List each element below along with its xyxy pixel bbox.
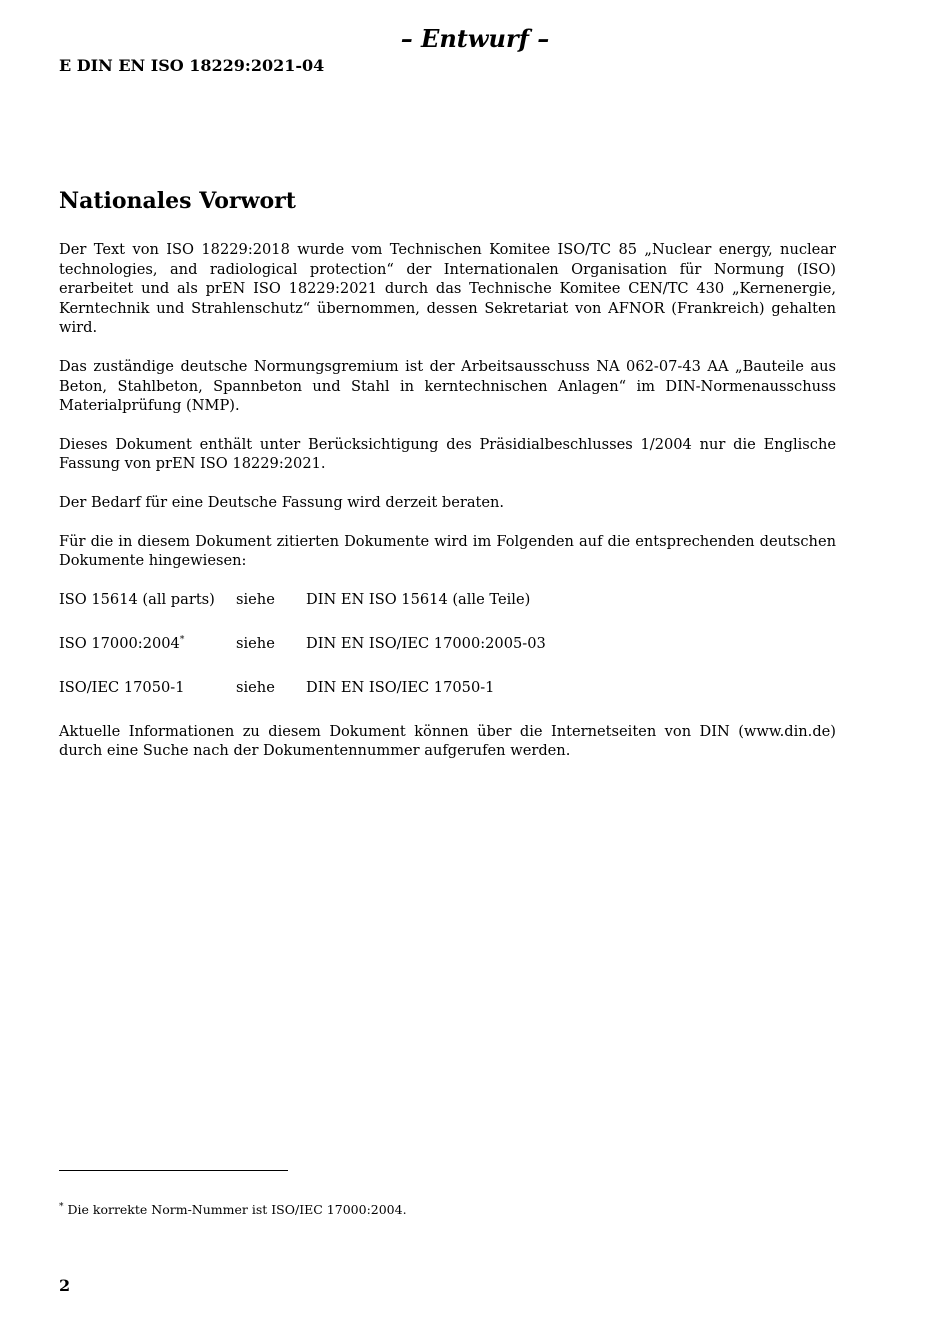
paragraph: Dieses Dokument enthält unter Berücksichtigung des Präsidialbeschlusses 1/2004 nur die Englische Fassung von prEN ISO 18229:2021. xyxy=(59,435,836,473)
closing-paragraph: Aktuelle Informationen zu diesem Dokument können über die Internetseiten von DIN (www.din.de) durch eine Suche nach der Dokumentennummer aufgerufen werden. xyxy=(59,722,836,760)
reference-din: DIN EN ISO/IEC 17050-1 xyxy=(306,678,495,696)
reference-row xyxy=(59,634,836,678)
reference-row xyxy=(59,590,836,634)
section-body xyxy=(59,240,836,780)
paragraph: Der Bedarf für eine Deutsche Fassung wird derzeit beraten. xyxy=(59,493,505,511)
reference-din: DIN EN ISO 15614 (alle Teile) xyxy=(306,590,531,608)
reference-row xyxy=(59,678,836,706)
page-number: 2 xyxy=(59,1276,71,1295)
reference-iso: ISO 17000:2004* xyxy=(59,634,185,652)
reference-relation: siehe xyxy=(236,678,275,696)
footnote xyxy=(59,1202,407,1217)
reference-relation: siehe xyxy=(236,634,275,652)
paragraph: Das zuständige deutsche Normungsgremium ist der Arbeitsausschuss NA 062-07-43 AA „Bauteile aus Beton, Stahlbeton, Spannbeton und Stahl in kerntechnischen Anlagen“ im DIN-Normenausschuss Materialprüfung (NMP). xyxy=(59,357,836,415)
reference-din: DIN EN ISO/IEC 17000:2005-03 xyxy=(306,634,546,652)
reference-table xyxy=(59,590,836,706)
reference-iso: ISO 15614 (all parts) xyxy=(59,590,215,608)
footnote-text: Die korrekte Norm-Nummer ist ISO/IEC 17000:2004. xyxy=(63,1202,407,1217)
paragraph: Der Text von ISO 18229:2018 wurde vom Technischen Komitee ISO/TC 85 „Nuclear energy, nuclear technologies, and radiological protection“ der Internationalen Organisation für Normung (ISO) erarbeitet und als prEN ISO 18229:2021 durch das Technische Komitee CEN/TC 430 „Kernenergie, Kerntechnik und Strahlenschutz“ übernommen, dessen Sekretariat von AFNOR (Frankreich) gehalten wird. xyxy=(59,241,836,337)
section-title: Nationales Vorwort xyxy=(59,188,296,214)
paragraph: Für die in diesem Dokument zitierten Dokumente wird im Folgenden auf die entsprechenden deutschen Dokumente hingewiesen: xyxy=(59,532,836,570)
footnote-marker: * xyxy=(59,1201,64,1212)
footnote-marker: * xyxy=(179,634,185,645)
document-id: E DIN EN ISO 18229:2021-04 xyxy=(59,56,325,75)
reference-iso: ISO/IEC 17050-1 xyxy=(59,678,185,696)
reference-relation: siehe xyxy=(236,590,275,608)
draft-watermark: – Entwurf – xyxy=(400,24,550,53)
footnote-divider xyxy=(59,1170,288,1171)
